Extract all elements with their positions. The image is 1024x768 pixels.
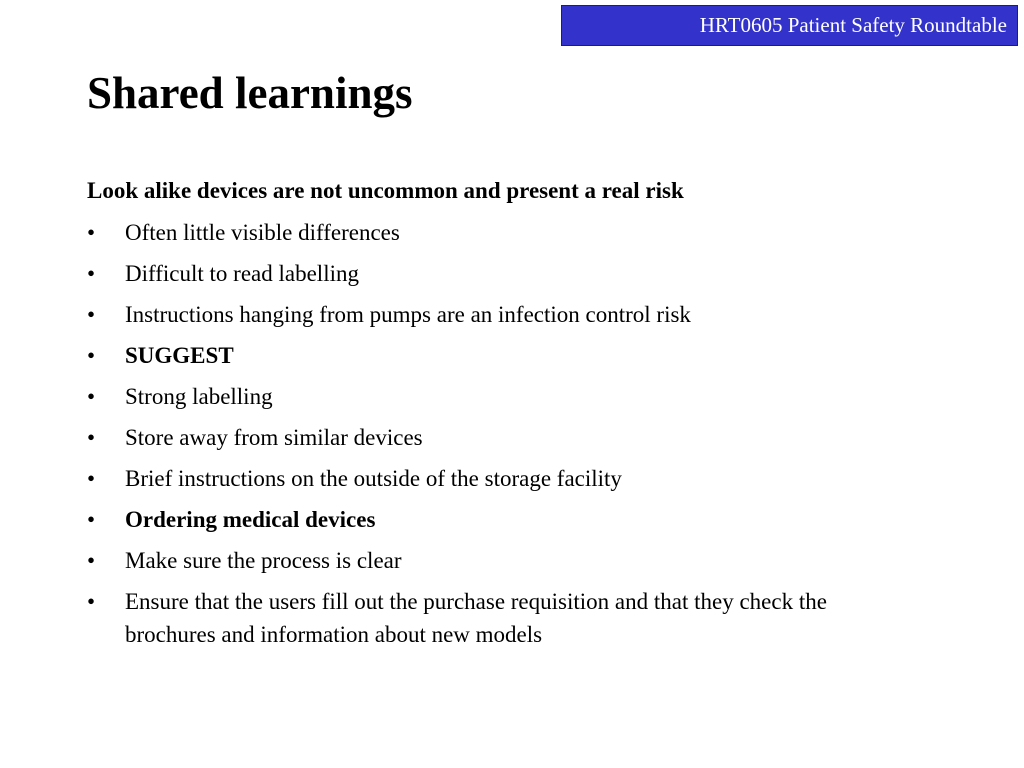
bullet-dot-icon: • <box>87 261 96 286</box>
bullet-dot-icon: • <box>87 548 96 573</box>
header-banner-text: HRT0605 Patient Safety Roundtable <box>699 13 1007 37</box>
slide-title: Shared learnings <box>87 68 413 118</box>
bullet-item <box>87 380 907 413</box>
slide-intro: Look alike devices are not uncommon and present a real risk <box>87 178 684 203</box>
bullet-text: Difficult to read labelling <box>125 261 359 286</box>
bullet-text: Make sure the process is clear <box>125 548 402 573</box>
bullet-text: Ensure that the users fill out the purchase requisition and that they check the brochures and information about new models <box>125 589 827 647</box>
bullet-dot-icon: • <box>87 384 96 409</box>
bullet-item <box>87 544 907 577</box>
bullet-item <box>87 585 907 651</box>
bullet-text: Store away from similar devices <box>125 425 423 450</box>
bullet-text: Strong labelling <box>125 384 273 409</box>
bullet-dot-icon: • <box>87 425 96 450</box>
bullet-dot-icon: • <box>87 507 96 532</box>
bullet-text: Instructions hanging from pumps are an infection control risk <box>125 302 691 327</box>
bullet-text: Ordering medical devices <box>125 507 376 532</box>
bullet-list <box>87 216 907 659</box>
bullet-dot-icon: • <box>87 589 96 614</box>
bullet-item <box>87 339 907 372</box>
bullet-item <box>87 216 907 249</box>
bullet-dot-icon: • <box>87 220 96 245</box>
bullet-item <box>87 503 907 536</box>
bullet-item <box>87 421 907 454</box>
bullet-item <box>87 462 907 495</box>
bullet-item <box>87 298 907 331</box>
bullet-dot-icon: • <box>87 466 96 491</box>
bullet-dot-icon: • <box>87 343 96 368</box>
bullet-text: Often little visible differences <box>125 220 400 245</box>
bullet-dot-icon: • <box>87 302 96 327</box>
bullet-text: SUGGEST <box>125 343 234 368</box>
bullet-item <box>87 257 907 290</box>
bullet-text: Brief instructions on the outside of the storage facility <box>125 466 622 491</box>
header-banner <box>561 5 1018 46</box>
